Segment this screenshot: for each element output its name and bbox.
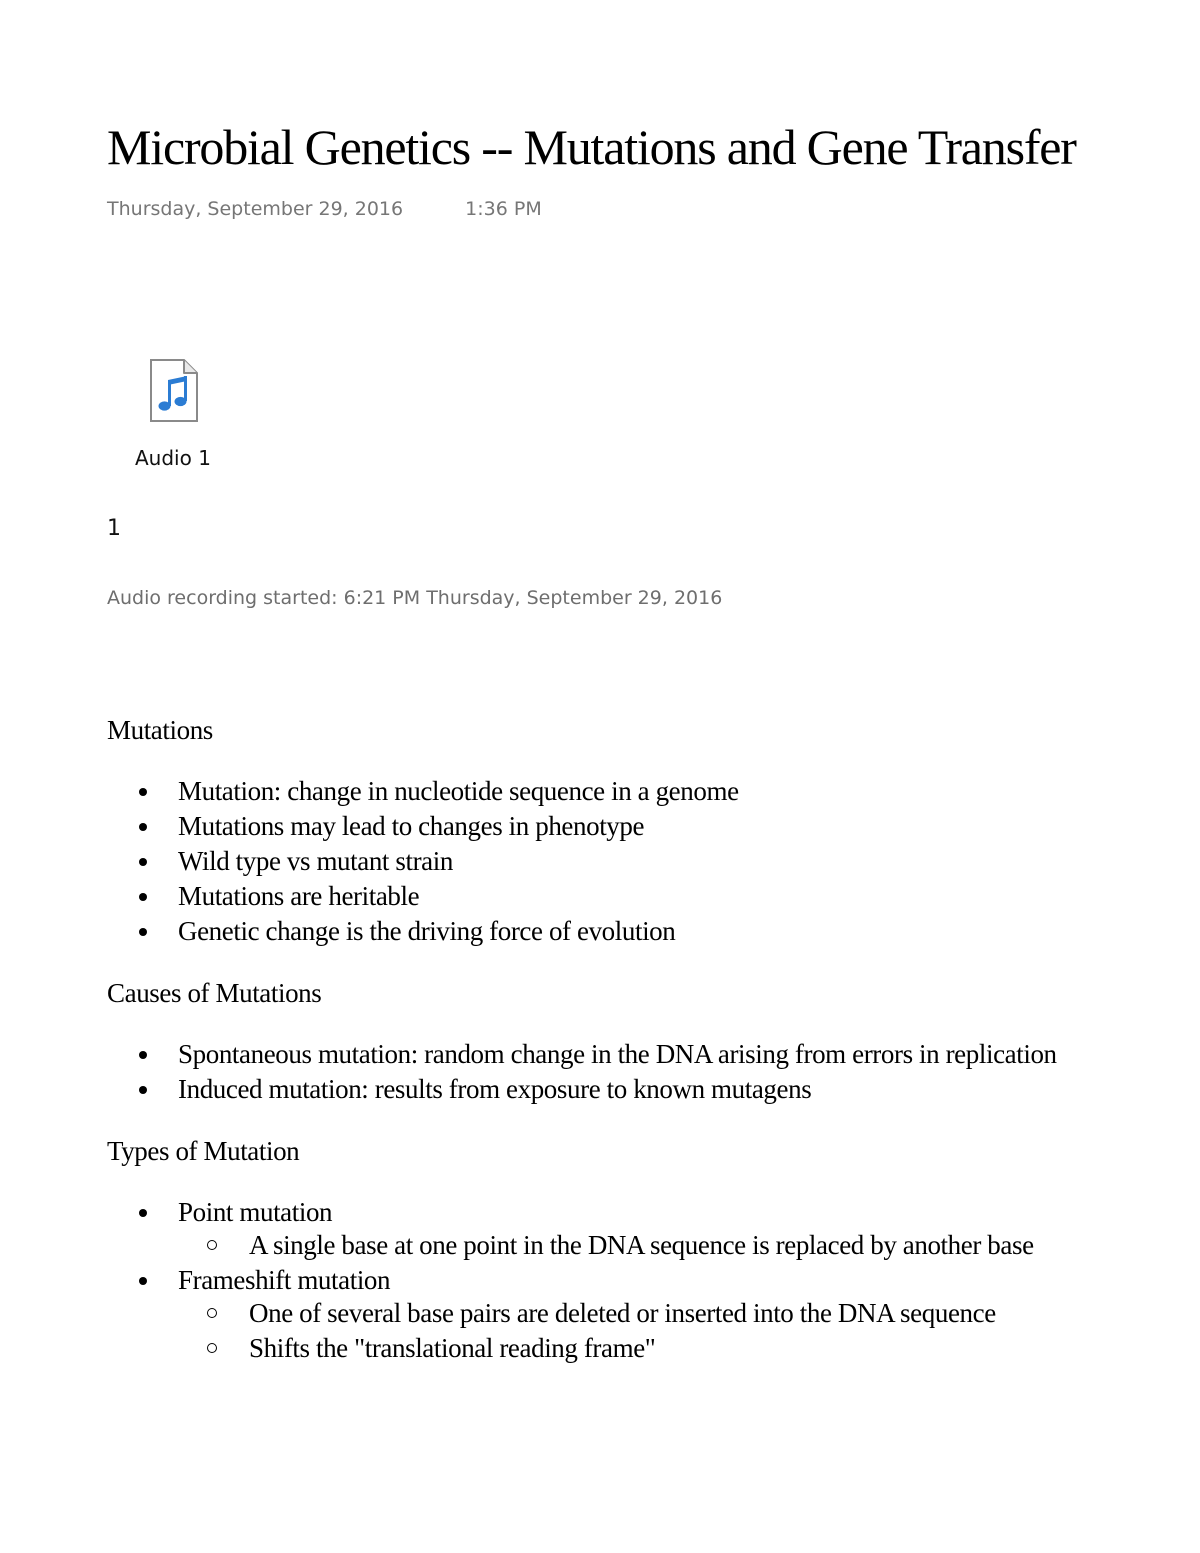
- list-item: [107, 846, 1097, 877]
- page-date: Thursday, September 29, 2016: [107, 198, 404, 220]
- bullet-list: [107, 1197, 1097, 1364]
- list-item-text: Mutations are heritable: [178, 881, 420, 911]
- bullet-icon: [139, 823, 147, 831]
- bullet-icon: [139, 1209, 147, 1217]
- list-item: [107, 1197, 1097, 1261]
- list-item: [107, 881, 1097, 912]
- page-timestamp: [107, 198, 542, 220]
- attachment-label: Audio 1: [135, 446, 211, 470]
- bullet-list: [107, 776, 1097, 947]
- section-heading: Causes of Mutations: [107, 978, 322, 1008]
- list-item-text: Spontaneous mutation: random change in the DNA arising from errors in replication: [178, 1039, 1057, 1069]
- list-item: [107, 1265, 1097, 1364]
- bullet-icon: [139, 1277, 147, 1285]
- sub-list-item: [178, 1333, 1097, 1364]
- list-item-text: Genetic change is the driving force of evolution: [178, 916, 676, 946]
- sub-list-item-text: A single base at one point in the DNA sequence is replaced by another base: [249, 1230, 1034, 1260]
- hollow-bullet-icon: [207, 1343, 217, 1353]
- sub-list-item: [178, 1298, 1097, 1329]
- sub-list-item: [178, 1230, 1097, 1261]
- sub-bullet-list: [178, 1298, 1097, 1364]
- list-item-text: Frameshift mutation: [178, 1265, 391, 1295]
- section-heading: Mutations: [107, 715, 213, 745]
- list-item: [107, 1074, 1097, 1105]
- bullet-icon: [139, 928, 147, 936]
- bullet-icon: [139, 858, 147, 866]
- list-item-text: Mutation: change in nucleotide sequence in a genome: [178, 776, 739, 806]
- list-item: [107, 916, 1097, 947]
- list-item-text: Wild type vs mutant strain: [178, 846, 453, 876]
- bullet-icon: [139, 788, 147, 796]
- bullet-list: [107, 1039, 1097, 1105]
- sub-list-item-text: Shifts the "translational reading frame": [249, 1333, 656, 1363]
- page-title: Microbial Genetics -- Mutations and Gene Transfer: [107, 119, 1076, 175]
- bullet-icon: [139, 1086, 147, 1094]
- list-item-text: Point mutation: [178, 1197, 333, 1227]
- bullet-icon: [139, 893, 147, 901]
- recording-note: Audio recording started: 6:21 PM Thursday, September 29, 2016: [107, 587, 723, 609]
- page-number: 1: [107, 516, 121, 541]
- sub-bullet-list: [178, 1230, 1097, 1261]
- sub-list-item-text: One of several base pairs are deleted or inserted into the DNA sequence: [249, 1298, 996, 1328]
- list-item: [107, 776, 1097, 807]
- audio-file-icon: [148, 358, 200, 424]
- note-content: [107, 712, 1097, 1434]
- hollow-bullet-icon: [207, 1308, 217, 1318]
- page-time: 1:36 PM: [465, 198, 542, 220]
- list-item-text: Mutations may lead to changes in phenotype: [178, 811, 645, 841]
- list-item-text: Induced mutation: results from exposure to known mutagens: [178, 1074, 812, 1104]
- bullet-icon: [139, 1051, 147, 1059]
- list-item: [107, 1039, 1097, 1070]
- list-item: [107, 811, 1097, 842]
- section-heading: Types of Mutation: [107, 1136, 300, 1166]
- hollow-bullet-icon: [207, 1240, 217, 1250]
